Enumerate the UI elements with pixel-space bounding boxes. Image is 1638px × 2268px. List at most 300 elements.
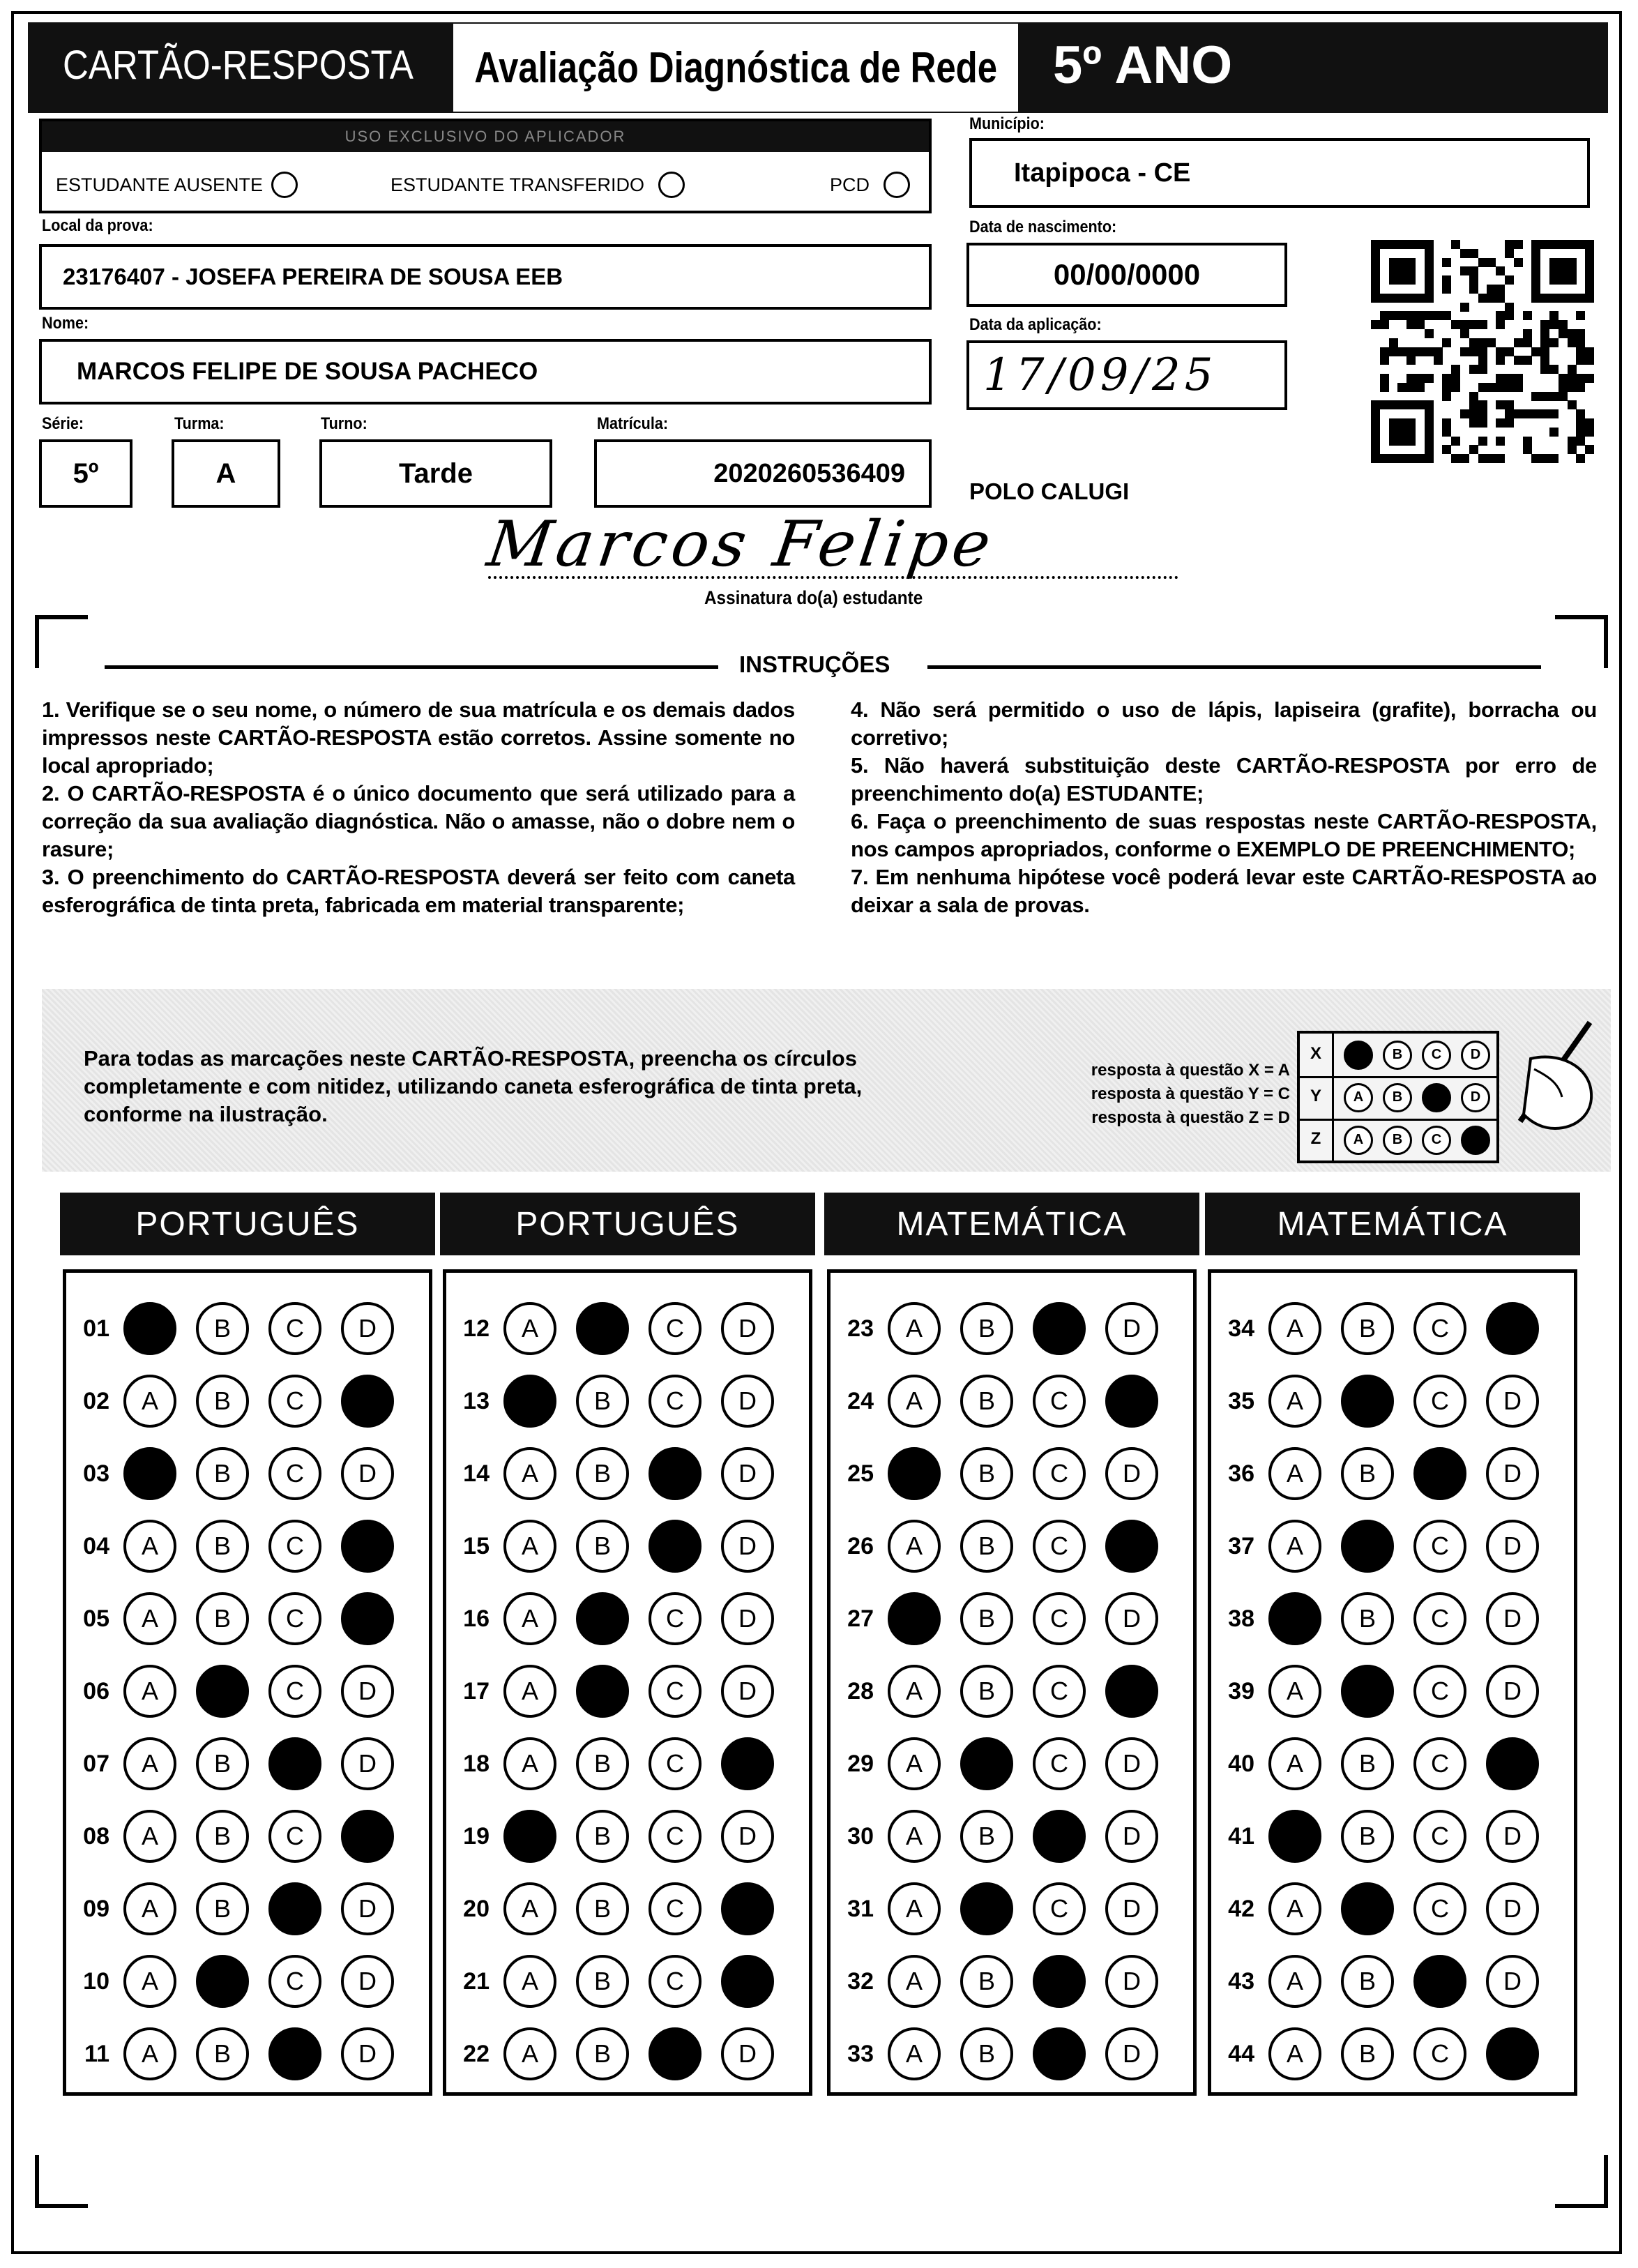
answer-bubble-c[interactable]: C bbox=[1033, 1592, 1086, 1645]
answer-bubble-a[interactable]: A bbox=[123, 1665, 176, 1718]
qr-module bbox=[1505, 400, 1514, 409]
answer-bubble-c[interactable]: C bbox=[1413, 1520, 1466, 1573]
answer-bubble-a[interactable]: A bbox=[888, 1592, 941, 1645]
qr-module bbox=[1371, 454, 1380, 463]
qr-module bbox=[1371, 445, 1380, 454]
answer-bubble-d[interactable]: D bbox=[1105, 1520, 1158, 1573]
answer-bubble-d[interactable]: D bbox=[721, 1665, 774, 1718]
qr-module bbox=[1397, 418, 1406, 428]
question-row bbox=[831, 1373, 1158, 1429]
answer-bubble-c[interactable]: C bbox=[1033, 2027, 1086, 2080]
answer-bubble-d[interactable]: D bbox=[1486, 1302, 1539, 1355]
answer-bubble-d[interactable]: D bbox=[341, 1302, 394, 1355]
answer-bubble-c[interactable]: C bbox=[1033, 1520, 1086, 1573]
answer-bubble-b[interactable]: B bbox=[1341, 1955, 1394, 2008]
answer-bubble-a[interactable]: A bbox=[888, 1737, 941, 1790]
answer-bubble-c[interactable]: C bbox=[1413, 1810, 1466, 1863]
answer-bubble-b[interactable]: B bbox=[196, 1592, 249, 1645]
qr-module bbox=[1568, 275, 1577, 285]
subject-header-1: PORTUGUÊS bbox=[60, 1193, 435, 1255]
answer-bubble-d[interactable]: D bbox=[1486, 1665, 1539, 1718]
answer-bubble-a[interactable]: A bbox=[123, 2027, 176, 2080]
qr-module bbox=[1523, 409, 1532, 418]
qr-module bbox=[1487, 258, 1496, 267]
answer-bubble-a[interactable]: A bbox=[1268, 1737, 1321, 1790]
answer-bubble-b[interactable]: B bbox=[960, 1737, 1013, 1790]
answer-bubble-b[interactable]: B bbox=[960, 1302, 1013, 1355]
answer-bubble-a[interactable]: A bbox=[1268, 1810, 1321, 1863]
example-bubble-d: D bbox=[1461, 1126, 1490, 1155]
qr-module bbox=[1478, 409, 1487, 418]
answer-bubble-d[interactable]: D bbox=[1486, 1737, 1539, 1790]
qr-module bbox=[1469, 285, 1478, 294]
qr-module bbox=[1496, 285, 1505, 294]
answer-bubble-c[interactable]: C bbox=[1413, 2027, 1466, 2080]
answer-bubble-c[interactable]: C bbox=[268, 1882, 321, 1935]
answer-bubble-c[interactable]: C bbox=[268, 1302, 321, 1355]
answer-bubble-d[interactable]: D bbox=[1486, 1955, 1539, 2008]
answer-bubble-a[interactable]: A bbox=[503, 1810, 556, 1863]
question-row bbox=[831, 1301, 1158, 1356]
answer-bubble-b[interactable]: B bbox=[196, 1737, 249, 1790]
answer-bubble-d[interactable]: D bbox=[341, 2027, 394, 2080]
answer-bubble-a[interactable]: A bbox=[1268, 1302, 1321, 1355]
matricula-field bbox=[594, 439, 932, 508]
answer-bubble-d[interactable]: D bbox=[1105, 1810, 1158, 1863]
local-label: Local da prova: bbox=[42, 216, 153, 235]
answer-bubble-c[interactable]: C bbox=[1033, 1955, 1086, 2008]
qr-module bbox=[1451, 365, 1460, 374]
answer-bubble-c[interactable]: C bbox=[268, 1447, 321, 1500]
qr-module bbox=[1576, 428, 1585, 437]
serie-label: Série: bbox=[42, 414, 84, 433]
qr-module bbox=[1451, 374, 1460, 383]
answer-bubble-a[interactable]: A bbox=[503, 1737, 556, 1790]
answer-bubble-b[interactable]: B bbox=[960, 1447, 1013, 1500]
answer-bubble-c[interactable]: C bbox=[1033, 1302, 1086, 1355]
question-number: 36 bbox=[1228, 1460, 1254, 1487]
qr-module bbox=[1425, 294, 1434, 303]
answer-bubble-a[interactable]: A bbox=[1268, 1882, 1321, 1935]
answer-bubble-b[interactable]: B bbox=[1341, 1520, 1394, 1573]
qr-module bbox=[1460, 303, 1469, 312]
qr-module bbox=[1425, 428, 1434, 437]
instruction-4: 4. Não será permitido o uso de lápis, lapiseira (grafite), borracha ou corretivo; bbox=[851, 697, 1597, 750]
answer-bubble-a[interactable]: A bbox=[1268, 1375, 1321, 1428]
answer-bubble-a[interactable]: A bbox=[888, 1665, 941, 1718]
qr-module bbox=[1540, 392, 1549, 401]
qr-module bbox=[1389, 294, 1398, 303]
answer-bubble-c[interactable]: C bbox=[268, 1955, 321, 2008]
qr-module bbox=[1389, 311, 1398, 320]
answer-bubble-a[interactable]: A bbox=[888, 1882, 941, 1935]
example-bubble-c: C bbox=[1422, 1041, 1451, 1070]
answer-bubble-a[interactable]: A bbox=[888, 1447, 941, 1500]
answer-bubble-a[interactable]: A bbox=[503, 1955, 556, 2008]
answer-bubble-c[interactable]: C bbox=[1033, 1737, 1086, 1790]
qr-module bbox=[1559, 294, 1568, 303]
answer-bubble-d[interactable]: D bbox=[1105, 1592, 1158, 1645]
answer-bubble-a[interactable]: A bbox=[888, 2027, 941, 2080]
qr-module bbox=[1568, 437, 1577, 446]
answer-bubble-d[interactable]: D bbox=[1105, 2027, 1158, 2080]
instructions-right-column bbox=[851, 696, 1597, 919]
answer-bubble-b[interactable]: B bbox=[576, 1810, 629, 1863]
answer-bubble-d[interactable]: D bbox=[341, 1955, 394, 2008]
answer-bubble-d[interactable]: D bbox=[1486, 1810, 1539, 1863]
qr-module bbox=[1523, 445, 1532, 454]
answer-bubble-b[interactable]: B bbox=[960, 1955, 1013, 2008]
answer-bubble-d[interactable]: D bbox=[721, 1375, 774, 1428]
answer-bubble-d[interactable]: D bbox=[341, 1737, 394, 1790]
qr-module bbox=[1559, 383, 1568, 392]
answer-bubble-d[interactable]: D bbox=[721, 1810, 774, 1863]
answer-bubble-a[interactable]: A bbox=[503, 1665, 556, 1718]
example-legend bbox=[1039, 1059, 1290, 1130]
answer-bubble-d[interactable]: D bbox=[341, 1810, 394, 1863]
answer-bubble-b[interactable]: B bbox=[576, 1520, 629, 1573]
answer-bubble-b[interactable]: B bbox=[576, 1592, 629, 1645]
answer-bubble-a[interactable]: A bbox=[123, 1737, 176, 1790]
answer-bubble-a[interactable]: A bbox=[503, 1882, 556, 1935]
qr-module bbox=[1425, 311, 1434, 320]
question-number: 01 bbox=[83, 1315, 109, 1342]
qr-module bbox=[1434, 356, 1443, 365]
qr-module bbox=[1559, 392, 1568, 401]
answer-bubble-d[interactable]: D bbox=[1486, 1592, 1539, 1645]
answer-bubble-b[interactable]: B bbox=[196, 1520, 249, 1573]
answer-bubble-a[interactable]: A bbox=[123, 1810, 176, 1863]
answer-bubble-d[interactable]: D bbox=[1486, 1375, 1539, 1428]
answer-bubble-d[interactable]: D bbox=[721, 1302, 774, 1355]
answer-bubble-c[interactable]: C bbox=[649, 1737, 702, 1790]
pcd-checkbox[interactable] bbox=[884, 172, 910, 198]
qr-module bbox=[1559, 240, 1568, 249]
qr-module bbox=[1549, 428, 1559, 437]
answer-bubble-a[interactable]: A bbox=[123, 1375, 176, 1428]
answer-bubble-a[interactable]: A bbox=[123, 1955, 176, 2008]
answer-bubble-a[interactable]: A bbox=[1268, 1665, 1321, 1718]
question-number: 24 bbox=[847, 1387, 874, 1414]
qr-module bbox=[1568, 258, 1577, 267]
pcd-label: PCD bbox=[830, 174, 870, 195]
answer-bubble-d[interactable]: D bbox=[1105, 1665, 1158, 1718]
answer-bubble-d[interactable]: D bbox=[1105, 1882, 1158, 1935]
answer-bubble-d[interactable]: D bbox=[721, 1882, 774, 1935]
subject-header-2: PORTUGUÊS bbox=[440, 1193, 815, 1255]
answer-bubble-c[interactable]: C bbox=[1413, 1447, 1466, 1500]
answer-bubble-c[interactable]: C bbox=[268, 1810, 321, 1863]
answer-bubble-b[interactable]: B bbox=[576, 1302, 629, 1355]
question-row bbox=[66, 1736, 394, 1792]
answer-bubble-a[interactable]: A bbox=[1268, 1520, 1321, 1573]
qr-module bbox=[1469, 320, 1478, 329]
answer-bubble-c[interactable]: C bbox=[649, 1302, 702, 1355]
answer-bubble-d[interactable]: D bbox=[721, 2027, 774, 2080]
answer-bubble-c[interactable]: C bbox=[1033, 1375, 1086, 1428]
answer-bubble-b[interactable]: B bbox=[960, 1520, 1013, 1573]
answer-bubble-d[interactable]: D bbox=[341, 1520, 394, 1573]
answer-bubble-c[interactable]: C bbox=[1413, 1302, 1466, 1355]
answer-bubble-b[interactable]: B bbox=[960, 1810, 1013, 1863]
answer-bubble-d[interactable]: D bbox=[1486, 2027, 1539, 2080]
qr-module bbox=[1487, 294, 1496, 303]
answer-bubble-b[interactable]: B bbox=[960, 1665, 1013, 1718]
answer-bubble-c[interactable]: C bbox=[268, 2027, 321, 2080]
answer-bubble-b[interactable]: B bbox=[960, 2027, 1013, 2080]
qr-module bbox=[1425, 249, 1434, 258]
qr-module bbox=[1568, 266, 1577, 275]
answer-bubble-d[interactable]: D bbox=[341, 1665, 394, 1718]
answer-bubble-c[interactable]: C bbox=[268, 1737, 321, 1790]
answer-bubble-d[interactable]: D bbox=[721, 1592, 774, 1645]
qr-module bbox=[1576, 294, 1585, 303]
question-row bbox=[1211, 1736, 1539, 1792]
answer-bubble-d[interactable]: D bbox=[341, 1882, 394, 1935]
question-number: 28 bbox=[847, 1677, 874, 1704]
qr-module bbox=[1531, 249, 1540, 258]
answer-bubble-b[interactable]: B bbox=[1341, 1882, 1394, 1935]
answer-bubble-a[interactable]: A bbox=[123, 1447, 176, 1500]
answer-bubble-c[interactable]: C bbox=[649, 1592, 702, 1645]
answer-bubble-b[interactable]: B bbox=[576, 1882, 629, 1935]
answer-bubble-a[interactable]: A bbox=[503, 1592, 556, 1645]
qr-module bbox=[1568, 294, 1577, 303]
qr-module bbox=[1425, 454, 1434, 463]
answer-bubble-a[interactable]: A bbox=[1268, 1592, 1321, 1645]
answer-bubble-c[interactable]: C bbox=[1033, 1447, 1086, 1500]
answer-bubble-b[interactable]: B bbox=[1341, 2027, 1394, 2080]
answer-bubble-c[interactable]: C bbox=[1413, 1955, 1466, 2008]
qr-module bbox=[1496, 311, 1505, 320]
answer-bubble-b[interactable]: B bbox=[1341, 1447, 1394, 1500]
answer-bubble-b[interactable]: B bbox=[576, 2027, 629, 2080]
answer-bubble-a[interactable]: A bbox=[123, 1520, 176, 1573]
qr-module bbox=[1406, 400, 1416, 409]
qr-module bbox=[1469, 400, 1478, 409]
answer-bubble-d[interactable]: D bbox=[1105, 1955, 1158, 2008]
answer-bubble-c[interactable]: C bbox=[649, 1810, 702, 1863]
answer-bubble-a[interactable]: A bbox=[1268, 2027, 1321, 2080]
qr-module bbox=[1442, 374, 1451, 383]
answer-bubble-d[interactable]: D bbox=[1486, 1520, 1539, 1573]
answer-bubble-a[interactable]: A bbox=[503, 2027, 556, 2080]
answer-bubble-b[interactable]: B bbox=[196, 1882, 249, 1935]
answer-bubble-b[interactable]: B bbox=[576, 1737, 629, 1790]
qr-module bbox=[1568, 400, 1577, 409]
qr-module bbox=[1469, 418, 1478, 428]
answer-bubble-a[interactable]: A bbox=[503, 1302, 556, 1355]
answer-bubble-c[interactable]: C bbox=[1033, 1882, 1086, 1935]
question-number: 39 bbox=[1228, 1677, 1254, 1704]
answer-bubble-b[interactable]: B bbox=[1341, 1302, 1394, 1355]
answer-bubble-b[interactable]: B bbox=[1341, 1810, 1394, 1863]
question-number: 33 bbox=[847, 2040, 874, 2067]
transferred-checkbox[interactable] bbox=[658, 172, 685, 198]
qr-module bbox=[1559, 320, 1568, 329]
answer-bubble-a[interactable]: A bbox=[503, 1375, 556, 1428]
answer-bubble-c[interactable]: C bbox=[1413, 1665, 1466, 1718]
answer-bubble-b[interactable]: B bbox=[196, 1375, 249, 1428]
question-row bbox=[831, 1663, 1158, 1719]
qr-module bbox=[1371, 285, 1380, 294]
answer-bubble-c[interactable]: C bbox=[649, 1882, 702, 1935]
example-row-label: X bbox=[1300, 1034, 1334, 1076]
answer-bubble-c[interactable]: C bbox=[268, 1592, 321, 1645]
answer-bubble-a[interactable]: A bbox=[888, 1302, 941, 1355]
answer-bubble-d[interactable]: D bbox=[1486, 1882, 1539, 1935]
answer-bubble-c[interactable]: C bbox=[1413, 1375, 1466, 1428]
answer-bubble-a[interactable]: A bbox=[1268, 1955, 1321, 2008]
answer-bubble-c[interactable]: C bbox=[649, 2027, 702, 2080]
example-grid bbox=[1297, 1031, 1499, 1163]
qr-module bbox=[1540, 409, 1549, 418]
qr-module bbox=[1496, 400, 1505, 409]
answer-bubble-a[interactable]: A bbox=[888, 1375, 941, 1428]
qr-module bbox=[1389, 418, 1398, 428]
answer-bubble-d[interactable]: D bbox=[1486, 1447, 1539, 1500]
qr-module bbox=[1531, 285, 1540, 294]
answer-bubble-a[interactable]: A bbox=[888, 1520, 941, 1573]
answer-bubble-b[interactable]: B bbox=[196, 2027, 249, 2080]
answer-bubble-a[interactable]: A bbox=[503, 1520, 556, 1573]
qr-module bbox=[1478, 383, 1487, 392]
answer-bubble-c[interactable]: C bbox=[1033, 1810, 1086, 1863]
answer-bubble-c[interactable]: C bbox=[649, 1665, 702, 1718]
answer-bubble-c[interactable]: C bbox=[268, 1665, 321, 1718]
instructions-rule-left bbox=[105, 665, 718, 669]
answer-bubble-b[interactable]: B bbox=[196, 1665, 249, 1718]
answer-bubble-d[interactable]: D bbox=[1105, 1302, 1158, 1355]
answer-bubble-c[interactable]: C bbox=[649, 1520, 702, 1573]
question-number: 43 bbox=[1228, 1967, 1254, 1995]
qr-module bbox=[1371, 240, 1380, 249]
answer-bubble-a[interactable]: A bbox=[1268, 1447, 1321, 1500]
answer-bubble-b[interactable]: B bbox=[196, 1955, 249, 2008]
qr-module bbox=[1397, 383, 1406, 392]
example-bubble-c: C bbox=[1422, 1126, 1451, 1155]
answer-bubble-c[interactable]: C bbox=[1413, 1882, 1466, 1935]
local-field bbox=[39, 244, 932, 310]
qr-module bbox=[1442, 275, 1451, 285]
qr-module bbox=[1531, 392, 1540, 401]
answer-bubble-b[interactable]: B bbox=[576, 1447, 629, 1500]
question-number: 22 bbox=[463, 2040, 490, 2067]
answer-bubble-d[interactable]: D bbox=[1105, 1375, 1158, 1428]
qr-module bbox=[1496, 356, 1505, 365]
qr-module bbox=[1416, 294, 1425, 303]
qr-module bbox=[1559, 374, 1568, 383]
answer-bubble-a[interactable]: A bbox=[503, 1447, 556, 1500]
answer-bubble-a[interactable]: A bbox=[888, 1810, 941, 1863]
qr-module bbox=[1371, 320, 1380, 329]
answer-bubble-d[interactable]: D bbox=[341, 1375, 394, 1428]
qr-module bbox=[1406, 311, 1416, 320]
qr-module bbox=[1442, 383, 1451, 392]
answer-bubble-b[interactable]: B bbox=[196, 1447, 249, 1500]
answer-bubble-b[interactable]: B bbox=[960, 1375, 1013, 1428]
answer-bubble-a[interactable]: A bbox=[123, 1302, 176, 1355]
qr-module bbox=[1478, 437, 1487, 446]
answer-bubble-b[interactable]: B bbox=[576, 1955, 629, 2008]
qr-module bbox=[1523, 329, 1532, 338]
municipio-value: Itapipoca - CE bbox=[1014, 158, 1191, 188]
qr-module bbox=[1397, 258, 1406, 267]
qr-module bbox=[1585, 249, 1594, 258]
answer-bubble-d[interactable]: D bbox=[1105, 1737, 1158, 1790]
question-row bbox=[831, 1446, 1158, 1502]
answer-bubble-d[interactable]: D bbox=[721, 1447, 774, 1500]
qr-module bbox=[1469, 249, 1478, 258]
qr-module bbox=[1406, 418, 1416, 428]
answer-bubble-c[interactable]: C bbox=[268, 1375, 321, 1428]
qr-module bbox=[1469, 409, 1478, 418]
qr-module bbox=[1585, 374, 1594, 383]
answer-bubble-b[interactable]: B bbox=[196, 1302, 249, 1355]
qr-module bbox=[1585, 275, 1594, 285]
answer-bubble-d[interactable]: D bbox=[721, 1520, 774, 1573]
answer-bubble-c[interactable]: C bbox=[649, 1375, 702, 1428]
question-number: 12 bbox=[463, 1315, 490, 1342]
aplicacao-field[interactable] bbox=[966, 340, 1287, 410]
answer-bubble-b[interactable]: B bbox=[1341, 1737, 1394, 1790]
question-number: 11 bbox=[84, 2040, 109, 2067]
qr-module bbox=[1416, 240, 1425, 249]
answer-bubble-d[interactable]: D bbox=[341, 1592, 394, 1645]
answer-bubble-d[interactable]: D bbox=[721, 1737, 774, 1790]
answer-bubble-a[interactable]: A bbox=[888, 1955, 941, 2008]
answer-bubble-d[interactable]: D bbox=[341, 1447, 394, 1500]
qr-module bbox=[1451, 240, 1460, 249]
example-bubble-b: B bbox=[1383, 1083, 1412, 1112]
instruction-5: 5. Não haverá substituição deste CARTÃO-RESPOSTA por erro de preenchimento do(a) ESTUDANTE; bbox=[851, 753, 1597, 806]
answer-bubble-b[interactable]: B bbox=[1341, 1375, 1394, 1428]
answer-bubble-b[interactable]: B bbox=[1341, 1665, 1394, 1718]
corner-mark-top-left bbox=[35, 615, 88, 668]
answer-bubble-c[interactable]: C bbox=[268, 1520, 321, 1573]
answer-bubble-c[interactable]: C bbox=[649, 1955, 702, 2008]
question-number: 14 bbox=[463, 1460, 490, 1487]
absent-checkbox[interactable] bbox=[271, 172, 298, 198]
qr-module bbox=[1406, 320, 1416, 329]
answer-bubble-a[interactable]: A bbox=[123, 1882, 176, 1935]
answer-bubble-b[interactable]: B bbox=[960, 1882, 1013, 1935]
qr-module bbox=[1568, 374, 1577, 383]
example-panel bbox=[42, 989, 1611, 1172]
answer-bubble-c[interactable]: C bbox=[649, 1447, 702, 1500]
question-row bbox=[66, 1953, 394, 2009]
qr-module bbox=[1389, 240, 1398, 249]
qr-module bbox=[1416, 454, 1425, 463]
answer-card bbox=[11, 11, 1622, 2254]
answer-bubble-d[interactable]: D bbox=[721, 1955, 774, 2008]
answer-bubble-c[interactable]: C bbox=[1413, 1737, 1466, 1790]
answer-bubble-c[interactable]: C bbox=[1413, 1592, 1466, 1645]
answer-bubble-b[interactable]: B bbox=[576, 1375, 629, 1428]
answer-bubble-b[interactable]: B bbox=[960, 1592, 1013, 1645]
answer-bubble-b[interactable]: B bbox=[1341, 1592, 1394, 1645]
turno-label: Turno: bbox=[321, 414, 367, 433]
qr-module bbox=[1487, 454, 1496, 463]
answer-bubble-d[interactable]: D bbox=[1105, 1447, 1158, 1500]
answer-bubble-a[interactable]: A bbox=[123, 1592, 176, 1645]
qr-module bbox=[1460, 266, 1469, 275]
question-number: 37 bbox=[1228, 1532, 1254, 1559]
subject-header-4: MATEMÁTICA bbox=[1205, 1193, 1580, 1255]
answer-bubble-b[interactable]: B bbox=[196, 1810, 249, 1863]
answer-bubble-b[interactable]: B bbox=[576, 1665, 629, 1718]
answer-bubble-c[interactable]: C bbox=[1033, 1665, 1086, 1718]
